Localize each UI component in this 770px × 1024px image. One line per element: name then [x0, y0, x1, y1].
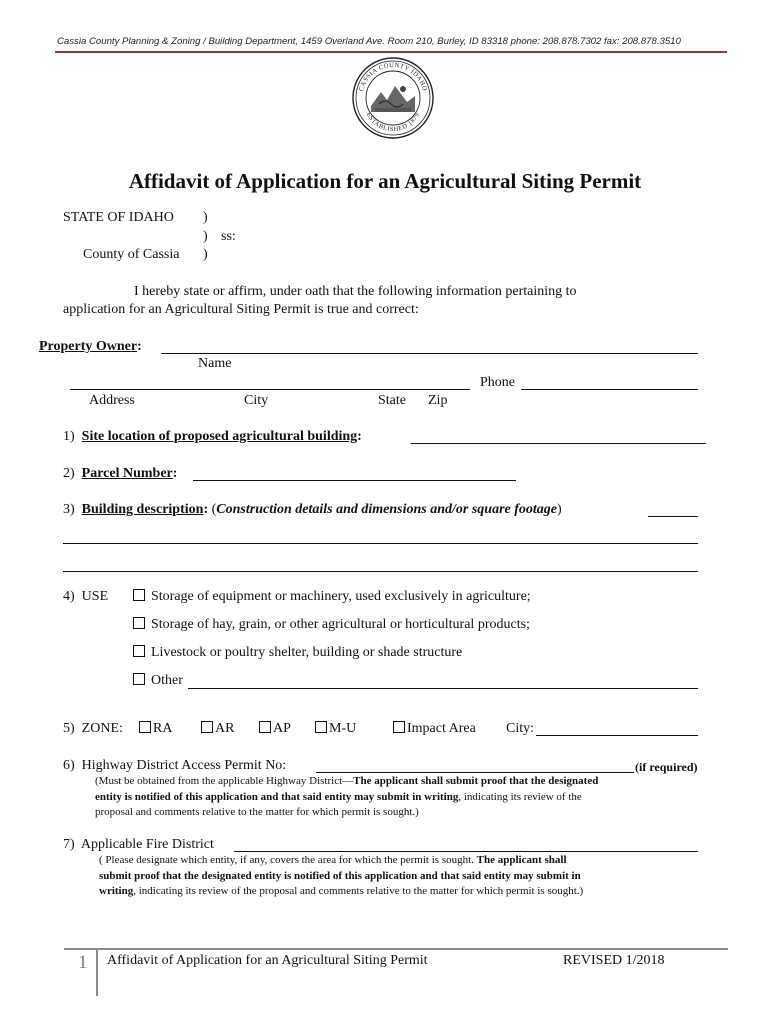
site-location-label: 1) Site location of proposed agricultural building: — [63, 429, 362, 444]
zone-city-label: City: — [506, 721, 535, 736]
footer-page-number: 1 — [78, 952, 88, 973]
checkbox[interactable] — [133, 589, 145, 601]
oath-line-1: I hereby state or affirm, under oath that the following information pertaining to — [134, 284, 577, 299]
owner-name-field[interactable] — [161, 353, 698, 354]
venue-paren-1: ) — [203, 210, 208, 225]
owner-state-caption: State — [378, 393, 406, 408]
checkbox[interactable] — [133, 617, 145, 629]
owner-address-field[interactable] — [70, 389, 470, 390]
seal-bottom-text: ESTABLISHED 1879 — [364, 111, 422, 134]
venue-county: County of Cassia — [83, 247, 180, 262]
header-rule — [55, 51, 727, 53]
highway-if-required: (if required) — [635, 760, 698, 774]
zone-option-ra[interactable]: RA — [139, 721, 172, 737]
checkbox[interactable] — [259, 721, 271, 733]
owner-name-caption: Name — [198, 356, 232, 371]
department-header: Cassia County Planning & Zoning / Building Department, 1459 Overland Ave. Room 210, Burley, ID 83318 phone: 208.878.7302 fax: 208.878.3510 — [57, 36, 681, 47]
use-other-field[interactable] — [188, 688, 698, 689]
highway-permit-label: 6) Highway District Access Permit No: — [63, 758, 287, 773]
seal-top-text: CASSIA COUNTY IDAHO — [357, 61, 429, 93]
building-description-field-3[interactable] — [63, 571, 698, 572]
use-option-hay[interactable]: Storage of hay, grain, or other agricultural or horticultural products; — [133, 617, 530, 633]
document-title: Affidavit of Application for an Agricultural Siting Permit — [128, 169, 642, 193]
checkbox[interactable] — [139, 721, 151, 733]
checkbox[interactable] — [315, 721, 327, 733]
highway-note: (Must be obtained from the applicable Highway District—The applicant shall submit proof that the designated entity is notified of this application and that said entity may submit in writing, indicating its review of the proposal and comments relative to the matter for which permit is sought.) — [95, 775, 599, 818]
fire-district-field[interactable] — [234, 851, 698, 852]
checkbox[interactable] — [133, 673, 145, 685]
highway-permit-field[interactable] — [316, 772, 634, 773]
fire-district-note: ( Please designate which entity, if any, covers the area for which the permit is sought. The applicant shall submit proof that the designated entity is notified of this application and that said entity may submit in writing, indicating its review of the proposal and comments relative to the matter for which permit is sought.) — [99, 854, 584, 897]
footer-title: Affidavit of Application for an Agricultural Siting Permit — [107, 953, 428, 968]
zone-option-ar[interactable]: AR — [201, 721, 234, 737]
owner-phone-label: Phone — [480, 375, 515, 390]
zone-city-field[interactable] — [536, 735, 698, 736]
county-seal — [351, 56, 435, 140]
venue-ss: ss: — [221, 229, 236, 244]
checkbox[interactable] — [133, 645, 145, 657]
footer-revised: REVISED 1/2018 — [563, 953, 665, 968]
owner-phone-field[interactable] — [521, 389, 698, 390]
use-option-livestock[interactable]: Livestock or poultry shelter, building or shade structure — [133, 645, 462, 661]
footer-divider — [96, 950, 98, 996]
venue-state: STATE OF IDAHO — [63, 210, 174, 225]
zone-option-impact-area[interactable]: Impact Area — [393, 721, 476, 737]
parcel-number-label: 2) Parcel Number: — [63, 466, 178, 481]
building-description-field-1[interactable] — [648, 516, 698, 517]
use-option-equipment[interactable]: Storage of equipment or machinery, used exclusively in agriculture; — [133, 589, 531, 605]
checkbox[interactable] — [201, 721, 213, 733]
owner-zip-caption: Zip — [428, 393, 448, 408]
use-label: 4) USE — [63, 589, 109, 604]
zone-label: 5) ZONE: — [63, 721, 123, 736]
zone-option-mu[interactable]: M-U — [315, 721, 356, 737]
venue-paren-2: ) — [203, 229, 208, 244]
owner-address-caption: Address — [89, 393, 135, 408]
checkbox[interactable] — [393, 721, 405, 733]
building-description-field-2[interactable] — [63, 543, 698, 544]
footer-rule — [64, 948, 728, 950]
parcel-number-field[interactable] — [193, 480, 516, 481]
oath-line-2: application for an Agricultural Siting Permit is true and correct: — [63, 302, 419, 317]
owner-city-caption: City — [244, 393, 269, 408]
site-location-field[interactable] — [411, 443, 706, 444]
building-description-label: 3) Building description: (Construction details and dimensions and/or square footage) — [63, 502, 562, 517]
property-owner-label: Property Owner: — [39, 339, 142, 354]
venue-paren-3: ) — [203, 247, 208, 262]
zone-option-ap[interactable]: AP — [259, 721, 291, 737]
fire-district-label: 7) Applicable Fire District — [63, 837, 214, 852]
use-option-other[interactable]: Other — [133, 673, 183, 689]
